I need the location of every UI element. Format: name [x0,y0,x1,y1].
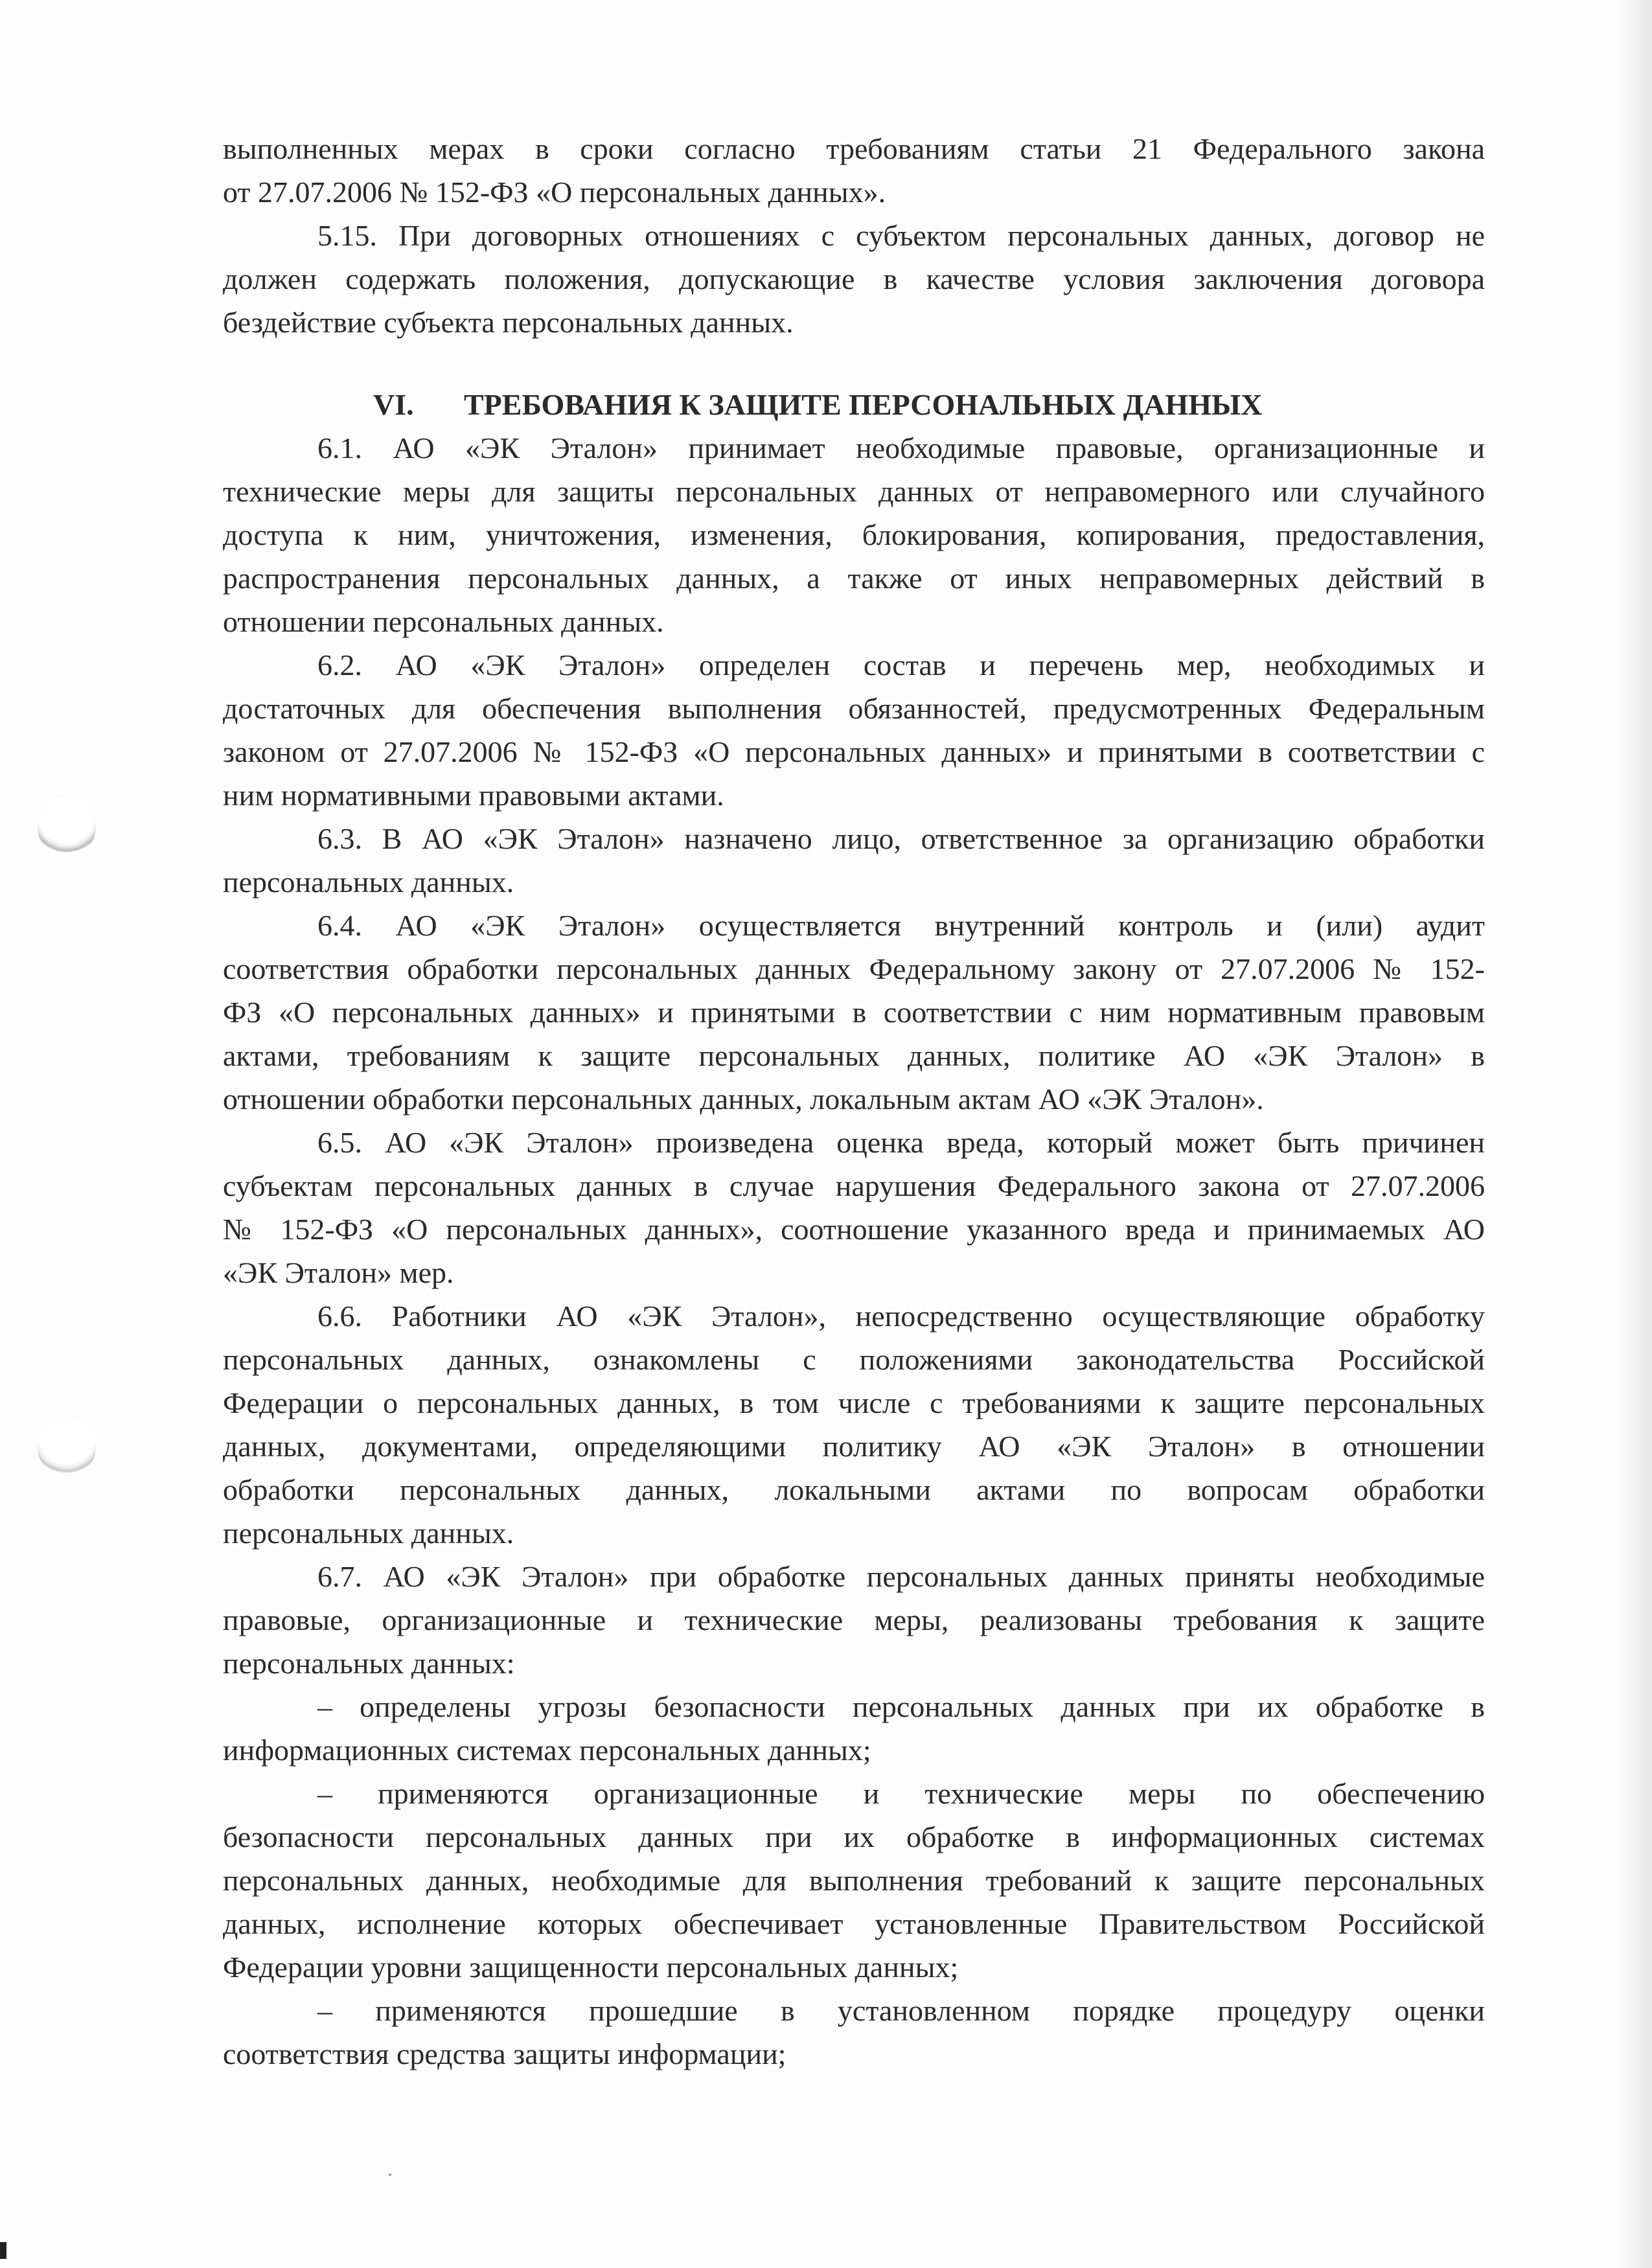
text-line: 6.6. Работники АО «ЭК Эталон», непосредственно осуществляющие обработку [317,1300,1485,1333]
text-line: ним нормативными правовыми актами. [223,779,724,812]
text-line: от 27.07.2006 № 152-ФЗ «О персональных данных». [223,176,886,209]
paragraphs-section-5 [223,214,1485,344]
paragraph [223,643,1485,817]
punch-hole-top [38,798,96,856]
text-line: достаточных для обеспечения выполнения обязанностей, предусмотренных Федеральным [223,692,1485,725]
text-line: «ЭК Эталон» мер. [223,1256,454,1289]
text-line: распространения персональных данных, а также от иных неправомерных действий в [223,562,1485,595]
text-line: субъектам персональных данных в случае нарушения Федерального закона от 27.07.2006 [223,1169,1485,1202]
text-line: № 152-ФЗ «О персональных данных», соотношение указанного вреда и принимаемых АО [223,1213,1485,1246]
text-line: бездействие субъекта персональных данных. [223,306,794,339]
paragraph [223,214,1485,344]
text-line: – применяются организационные и технические меры по обеспечению [317,1777,1485,1810]
paragraph [223,426,1485,643]
continued-paragraph [223,127,1485,214]
paragraphs-section-6 [223,426,1485,2076]
text-line: обработки персональных данных, локальными актами по вопросам обработки [223,1473,1485,1506]
text-line: ФЗ «О персональных данных» и принятыми в соответствии с ним нормативным правовым [223,996,1485,1029]
scan-right-edge-shadow [1617,0,1652,2268]
text-line: должен содержать положения, допускающие в качестве условия заключения договора [223,262,1485,295]
list-item [223,1989,1485,2076]
paragraph [223,904,1485,1121]
text-line: законом от 27.07.2006 № 152-ФЗ «О персональных данных» и принятыми в соответствии с [223,735,1485,768]
text-line: 6.7. АО «ЭК Эталон» при обработке персональных данных приняты необходимые [317,1560,1485,1593]
paragraph [223,1121,1485,1294]
section-title: ТРЕБОВАНИЯ К ЗАЩИТЕ ПЕРСОНАЛЬНЫХ ДАННЫХ [464,388,1263,421]
text-line: – определены угрозы безопасности персональных данных при их обработке в [317,1690,1485,1723]
text-line: правовые, организационные и технические меры, реализованы требования к защите [223,1603,1485,1636]
section-heading [223,383,1485,426]
text-line: 6.4. АО «ЭК Эталон» осуществляется внутренний контроль и (или) аудит [317,909,1485,942]
text-line: данных, исполнение которых обеспечивает установленные Правительством Российской [223,1907,1485,1940]
paragraph [223,817,1485,904]
text-line: 6.3. В АО «ЭК Эталон» назначено лицо, ответственное за организацию обработки [317,822,1485,855]
text-line: информационных системах персональных данных; [223,1734,871,1767]
text-line: технические меры для защиты персональных данных от неправомерного или случайного [223,475,1485,508]
text-line: 5.15. При договорных отношениях с субъектом персональных данных, договор не [317,219,1485,252]
text-line: соответствия средства защиты информации; [223,2037,786,2070]
scan-dust-dot [389,2173,391,2176]
scan-corner-mark [0,2242,6,2259]
text-line: данных, документами, определяющими политику АО «ЭК Эталон» в отношении [223,1430,1485,1463]
punch-hole-bottom [38,1419,96,1477]
text-line: отношении персональных данных. [223,605,664,638]
paragraph [223,1294,1485,1555]
text-line: 6.1. АО «ЭК Эталон» принимает необходимые правовые, организационные и [317,431,1485,464]
paragraph [223,1555,1485,1685]
text-line: персональных данных, ознакомлены с положениями законодательства Российской [223,1343,1485,1376]
text-line: Федерации о персональных данных, в том числе с требованиями к защите персональных [223,1386,1485,1419]
text-line: персональных данных. [223,865,514,899]
list-item [223,1685,1485,1772]
text-line: персональных данных: [223,1647,515,1680]
text-line: выполненных мерах в сроки согласно требованиям статьи 21 Федерального закона [223,132,1485,165]
text-line: доступа к ним, уничтожения, изменения, блокирования, копирования, предоставления, [223,518,1485,551]
text-line: 6.2. АО «ЭК Эталон» определен состав и перечень мер, необходимых и [317,648,1485,682]
section-gap [223,344,1485,383]
text-line: – применяются прошедшие в установленном порядке процедуру оценки [317,1994,1485,2027]
section-number: VI. [373,388,414,421]
text-line: Федерации уровни защищенности персональных данных; [223,1951,959,1984]
text-line: отношении обработки персональных данных, локальным актам АО «ЭК Эталон». [223,1082,1264,1116]
text-line: персональных данных, необходимые для выполнения требований к защите персональных [223,1864,1485,1897]
text-line: 6.5. АО «ЭК Эталон» произведена оценка вреда, который может быть причинен [317,1126,1485,1159]
text-line: соответствия обработки персональных данных Федеральному закону от 27.07.2006 № 152- [223,952,1485,985]
text-line: безопасности персональных данных при их обработке в информационных системах [223,1820,1485,1853]
paragraph [223,127,1485,214]
text-line: актами, требованиям к защите персональных данных, политике АО «ЭК Эталон» в [223,1039,1485,1072]
document-page [223,127,1485,2076]
list-item [223,1772,1485,1989]
text-line: персональных данных. [223,1517,514,1550]
